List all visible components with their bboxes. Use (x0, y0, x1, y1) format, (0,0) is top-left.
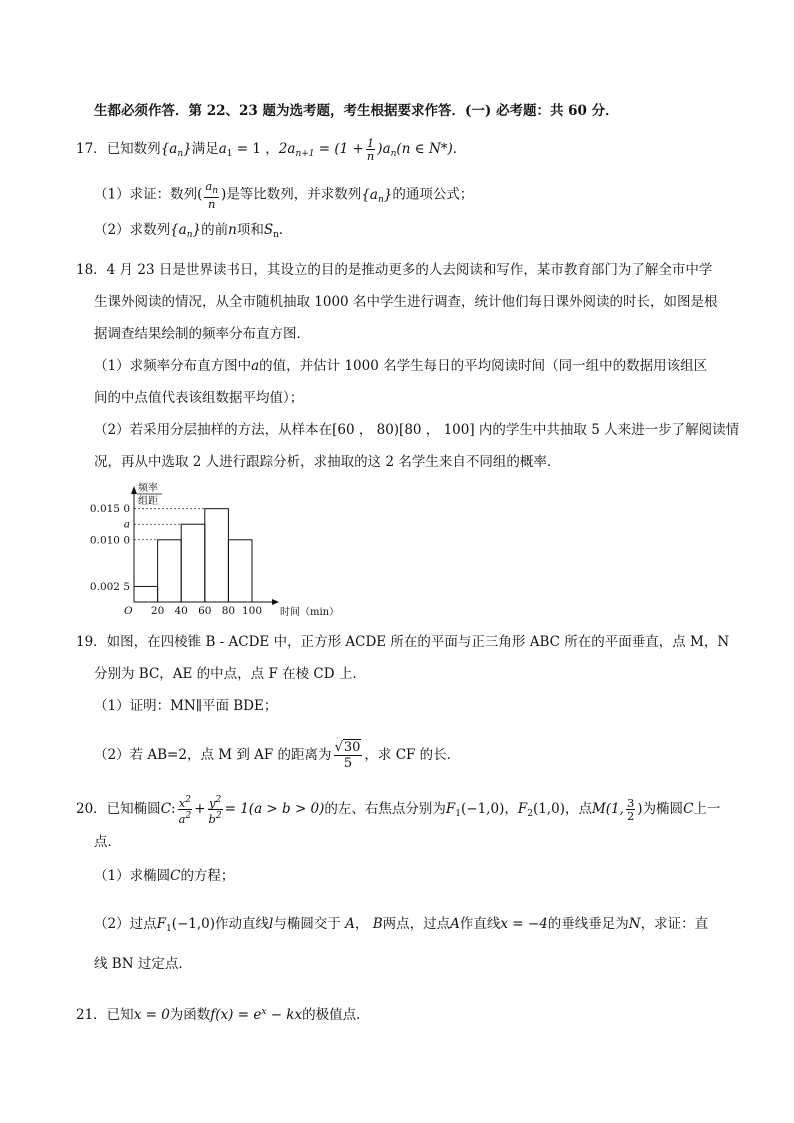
q18-line1: 18．4 月 23 日是世界读书日，其设立的目的是推动更多的人去阅读和写作，某市教育部门为了解全市中学 (76, 262, 713, 278)
q18-line3: 据调查结果绘制的频率分布直方图． (94, 326, 310, 342)
ylabel-numerator: 频率 (138, 483, 158, 494)
q18-part1-line1: （1）求频率分布直方图中a的值，并估计 1000 名学生每日的平均阅读时间（同一组中的数据用该组区 (94, 358, 708, 374)
q19-line2: 分别为 BC，AE 的中点，点 F 在棱 CD 上． (94, 666, 366, 682)
q20-line1: 20．已知椭圆C: $\frac{x^2}{a^2}$ + $\frac{y^2}{b^2}$ = 1(a > b > 0)的左、右焦点分别为$F_1(-1,0)$，$F_2(1,0)$，点M(1, $\frac{3}{2}$ )为椭圆C上一 (76, 795, 721, 826)
q19-line1: 19．如图，在四棱锥 B - ACDE 中，正方形 ACDE 所在的平面与正三角形 ABC 所在的平面垂直，点 M，N (76, 634, 730, 650)
q17-part2: （2）求数列$\{a_n\}$的前n项和$S_n$． (94, 222, 293, 240)
ytick-label: a (123, 518, 130, 531)
x-axis-arrow (272, 599, 279, 605)
ytick-label: 0.002 5 (89, 580, 130, 593)
q21-stem: 21．已知x = 0为函数$f(x) = e^x$ − kx的极值点． (76, 1007, 370, 1023)
q18-part1-line2: 间的中点值代表该组数据平均值）； (94, 390, 304, 406)
origin-label: O (124, 605, 133, 617)
intro-line: 生都必须作答．第 22、23 题为选考题，考生根据要求作答．(一) 必考题：共 60 分． (94, 103, 619, 119)
histogram-bar (134, 586, 158, 602)
xtick-label: 40 (174, 605, 188, 617)
xtick-label: 60 (198, 605, 212, 617)
q20-part2-line2: 线 BN 过定点． (94, 956, 192, 972)
q20-line2: 点． (94, 834, 121, 850)
q17-number: 17． (76, 141, 107, 157)
histogram-bar (228, 540, 252, 602)
q18-line2: 生课外阅读的情况，从全市随机抽取 1000 名中学生进行调查，统计他们每日课外阅读的时长，如图是根 (94, 294, 718, 310)
q19-part2: （2）若 AB=2，点 M 到 AF 的距离为 $\frac{√30}{5}$ ，求 CF 的长． (94, 740, 461, 771)
ytick-label: 0.015 0 (89, 503, 130, 516)
y-axis-arrow (131, 486, 137, 494)
xlabel: 时间（min） (280, 607, 340, 618)
q17-recurrence: $2a_{n+1} = (1$ + $\frac{1}{n}$ )$a_n(n$ ∈ N*) (278, 136, 453, 163)
xtick-label: 80 (221, 605, 236, 617)
histogram-bar (158, 540, 182, 602)
xtick-label: 20 (150, 605, 165, 617)
histogram-bar (181, 524, 205, 602)
q17-stem: 17．已知数列$\{a_n\}$满足$a_1 = 1$ ，$2a_{n+1} = (1$ + $\frac{1}{n}$ )$a_n(n$ ∈ N*)． (76, 136, 467, 163)
q18-part2-line1: （2）若采用分层抽样的方法，从样本在[60 ， 80)[80 ， 100] 内的学生中共抽取 5 人来进一步了解阅读情 (94, 422, 740, 438)
ytick-label: 0.010 0 (89, 534, 130, 547)
xtick-label: 100 (241, 605, 263, 617)
q20-part1: （1）求椭圆C的方程； (94, 868, 235, 884)
ylabel-denominator: 组距 (138, 496, 158, 507)
q19-part1: （1）证明：MN∥平面 BDE； (94, 698, 278, 714)
q17-sequence: $\{a_n\}$ (160, 141, 192, 159)
histogram-bar (205, 509, 229, 602)
q18-part2-line2: 况，再从中选取 2 人进行跟踪分析，求抽取的这 2 名学生来自不同组的概率． (94, 454, 561, 470)
frequency-histogram (89, 482, 354, 618)
q17-part1: （1）求证：数列( $\frac{a_n}{n}$ )是等比数列，并求数列$\{a_n\}$的通项公式； (94, 179, 474, 211)
q20-part2-line1: （2）过点$F_1(-1,0)$作动直线l与椭圆交于 A， B两点，过点A作直线x = −4的垂线垂足为N，求证：直 (94, 916, 709, 934)
